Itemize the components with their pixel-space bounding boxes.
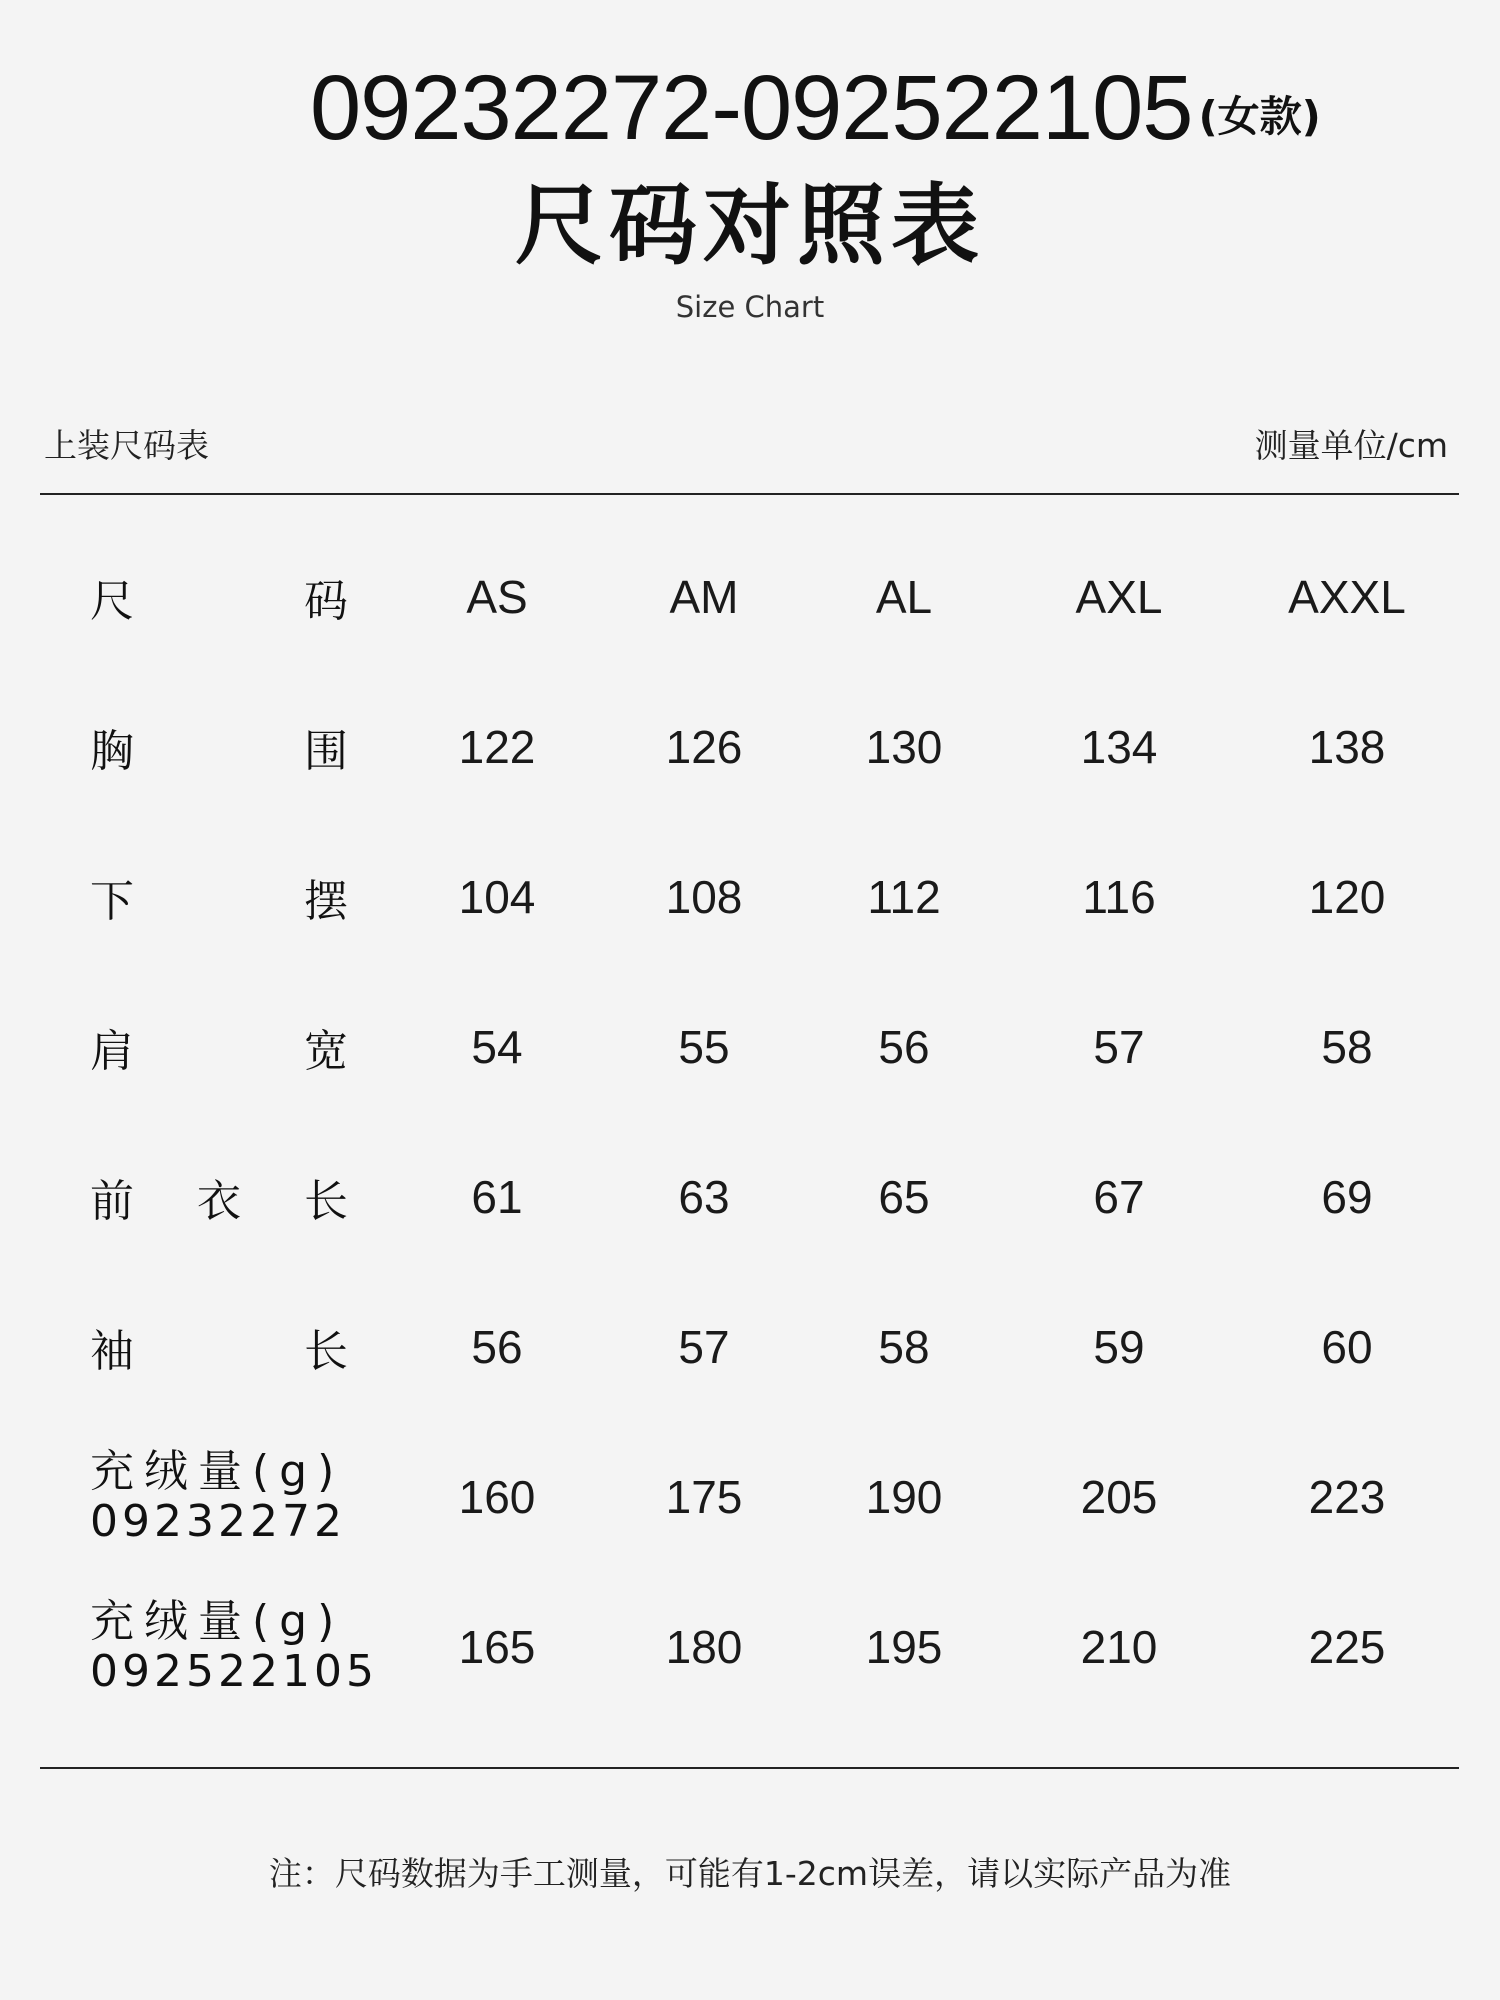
row-label-part: 摆 bbox=[304, 876, 348, 927]
table-cell: 56 bbox=[878, 1021, 930, 1073]
table-cell: 67 bbox=[1093, 1171, 1145, 1223]
row-label-part: 围 bbox=[304, 726, 348, 777]
size-header: AS bbox=[466, 571, 528, 623]
model-range: 09232272-092522105 bbox=[310, 57, 1193, 159]
table-header-row bbox=[0, 522, 1500, 672]
table-cell: 122 bbox=[458, 721, 536, 773]
table-row bbox=[0, 972, 1500, 1122]
table-cell: 56 bbox=[471, 1321, 523, 1373]
table-cell: 108 bbox=[665, 871, 743, 923]
row-label bbox=[90, 1122, 348, 1272]
table-cell: 195 bbox=[865, 1621, 943, 1673]
section-label: 上装尺码表 bbox=[44, 426, 209, 465]
table-cell: 112 bbox=[867, 871, 941, 923]
row-label-part: 衣 bbox=[197, 1176, 241, 1227]
table-cell: 59 bbox=[1093, 1321, 1145, 1373]
fill-amount-label: 充绒量(g) bbox=[90, 1446, 345, 1497]
gender-label: (女款) bbox=[1198, 92, 1321, 141]
table-cell: 69 bbox=[1321, 1171, 1373, 1223]
table-cell: 57 bbox=[678, 1321, 730, 1373]
table-row bbox=[0, 1572, 1500, 1722]
bottom-divider bbox=[40, 1767, 1459, 1769]
row-label bbox=[90, 672, 348, 822]
unit-label: 测量单位/cm bbox=[1254, 426, 1448, 465]
page-title: 尺码对照表 bbox=[514, 174, 985, 277]
page-subtitle: Size Chart bbox=[675, 290, 825, 324]
size-table bbox=[0, 522, 1500, 1722]
table-cell: 165 bbox=[458, 1621, 536, 1673]
row-label bbox=[90, 522, 348, 672]
table-cell: 54 bbox=[471, 1021, 523, 1073]
table-row bbox=[0, 1272, 1500, 1422]
row-label-part: 长 bbox=[304, 1176, 348, 1227]
row-label-part: 下 bbox=[90, 876, 134, 927]
table-cell: 225 bbox=[1308, 1621, 1386, 1673]
table-cell: 58 bbox=[878, 1321, 930, 1373]
row-label-part: 尺 bbox=[90, 576, 134, 627]
table-cell: 180 bbox=[665, 1621, 743, 1673]
top-divider bbox=[40, 493, 1459, 495]
model-number-label: 092522105 bbox=[90, 1646, 378, 1697]
row-label-part: 长 bbox=[304, 1326, 348, 1377]
table-cell: 58 bbox=[1321, 1021, 1373, 1073]
table-row bbox=[0, 1122, 1500, 1272]
row-label-part: 胸 bbox=[90, 726, 134, 777]
table-row bbox=[0, 1422, 1500, 1572]
table-cell: 63 bbox=[678, 1171, 730, 1223]
table-cell: 134 bbox=[1080, 721, 1158, 773]
table-row bbox=[0, 822, 1500, 972]
table-cell: 104 bbox=[458, 871, 536, 923]
fill-amount-label: 充绒量(g) bbox=[90, 1596, 345, 1647]
row-label bbox=[90, 972, 348, 1122]
table-cell: 60 bbox=[1321, 1321, 1373, 1373]
size-header: AXXL bbox=[1288, 571, 1406, 623]
table-cell: 160 bbox=[458, 1471, 536, 1523]
table-cell: 210 bbox=[1080, 1621, 1158, 1673]
table-cell: 126 bbox=[665, 721, 743, 773]
footnote: 注：尺码数据为手工测量，可能有1-2cm误差，请以实际产品为准 bbox=[268, 1854, 1232, 1893]
table-cell: 116 bbox=[1082, 871, 1156, 923]
table-cell: 175 bbox=[665, 1471, 743, 1523]
table-cell: 120 bbox=[1308, 871, 1386, 923]
table-cell: 130 bbox=[865, 721, 943, 773]
table-cell: 223 bbox=[1308, 1471, 1386, 1523]
table-cell: 55 bbox=[678, 1021, 730, 1073]
size-header: AM bbox=[669, 571, 739, 623]
size-header: AXL bbox=[1075, 571, 1163, 623]
row-label bbox=[90, 1572, 378, 1722]
row-label bbox=[90, 822, 348, 972]
row-label-part: 肩 bbox=[90, 1026, 134, 1077]
row-label bbox=[90, 1422, 348, 1572]
table-cell: 138 bbox=[1308, 721, 1386, 773]
row-label-part: 袖 bbox=[90, 1326, 134, 1377]
table-cell: 57 bbox=[1093, 1021, 1145, 1073]
row-label-part: 宽 bbox=[304, 1026, 348, 1077]
model-number-label: 09232272 bbox=[90, 1496, 346, 1547]
row-label-part: 前 bbox=[90, 1176, 134, 1227]
row-label bbox=[90, 1272, 348, 1422]
table-cell: 190 bbox=[865, 1471, 943, 1523]
table-cell: 61 bbox=[471, 1171, 523, 1223]
table-cell: 65 bbox=[878, 1171, 930, 1223]
model-line bbox=[310, 48, 1321, 168]
row-label-part: 码 bbox=[304, 576, 348, 627]
table-row bbox=[0, 672, 1500, 822]
table-cell: 205 bbox=[1080, 1471, 1158, 1523]
size-header: AL bbox=[875, 571, 933, 623]
